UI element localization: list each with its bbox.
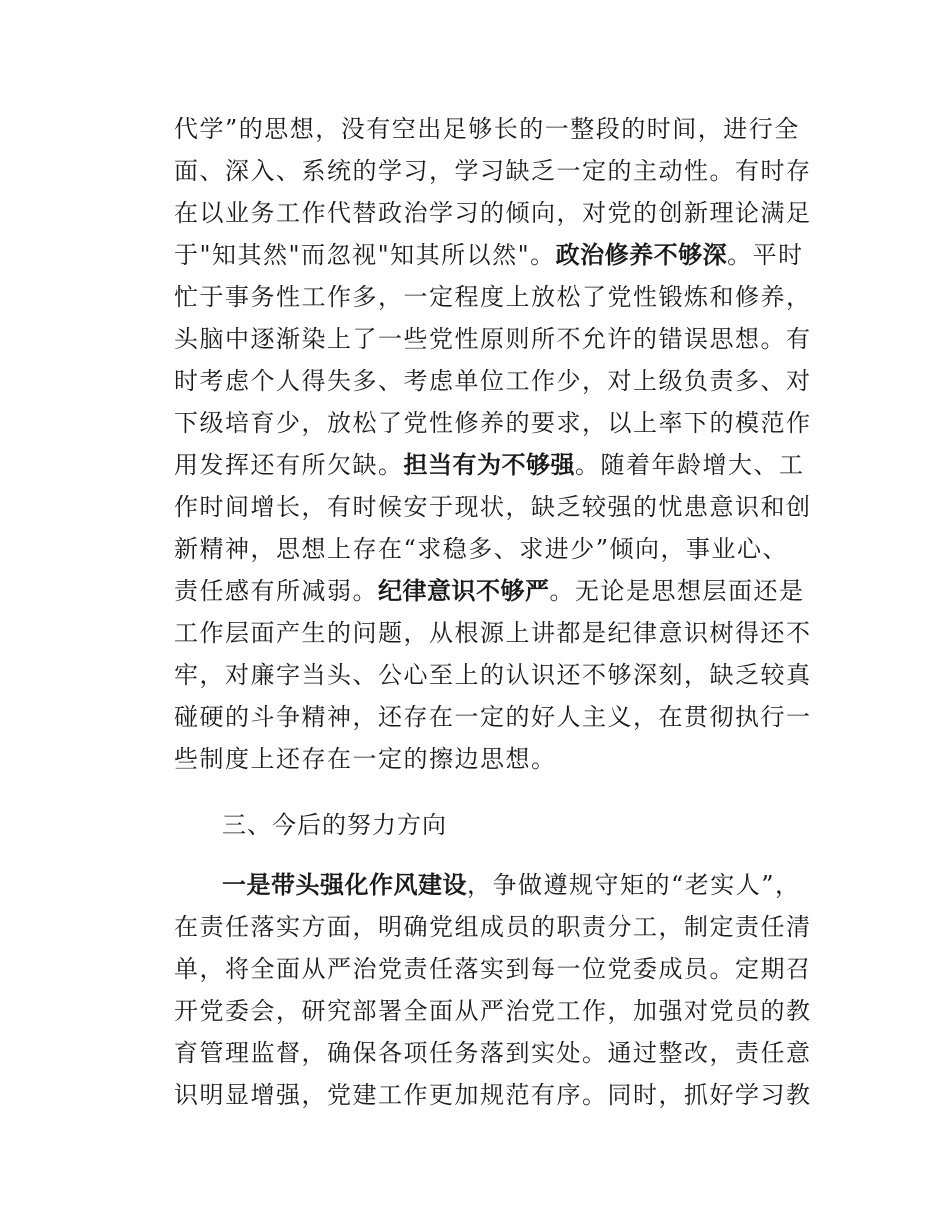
section-heading: 三、今后的努力方向 — [222, 811, 447, 839]
bold-subheading-responsibility: 担当有为不够强 — [403, 451, 575, 479]
paragraph-line: 工作层面产生的问题，从根源上讲都是纪律意识树得还不 — [174, 619, 812, 647]
paragraph-line: 面、深入、系统的学习，学习缺乏一定的主动性。有时存 — [174, 157, 812, 185]
text-run: 。随着年龄增大、工 — [575, 451, 805, 479]
paragraph-line: 忙于事务性工作多，一定程度上放松了党性锻炼和修养， — [174, 283, 812, 311]
paragraph-line: 碰硬的斗争精神，还存在一定的好人主义，在贯彻执行一 — [174, 703, 812, 731]
paragraph-line: 新精神，思想上存在“求稳多、求进少”倾向，事业心、 — [174, 535, 789, 563]
text-run: 用发挥还有所欠缺。 — [174, 451, 404, 479]
paragraph-line — [174, 570, 805, 612]
bold-subheading-discipline: 纪律意识不够严 — [378, 577, 550, 605]
paragraph-line: 单，将全面从严治党责任落实到每一位党委成员。定期召 — [174, 955, 812, 983]
paragraph-line: 代学”的思想，没有空出足够长的一整段的时间，进行全 — [174, 115, 800, 143]
text-run: 于"知其然"而忽视"知其所以然"。 — [174, 241, 556, 269]
bold-subheading-political-cultivation: 政治修养不够深 — [555, 241, 728, 269]
text-run: ，争做遵规守矩的“老实人”， — [467, 871, 801, 899]
paragraph-line: 育管理监督，确保各项任务落到实处。通过整改，责任意 — [174, 1039, 812, 1067]
paragraph-line: 开党委会，研究部署全面从严治党工作，加强对党员的教 — [174, 997, 812, 1025]
paragraph-line: 头脑中逐渐染上了一些党性原则所不允许的错误思想。有 — [174, 325, 812, 353]
bold-lead-phrase: 一是带头强化作风建设 — [222, 871, 467, 899]
text-run: 责任感有所减弱。 — [174, 577, 378, 605]
paragraph-line: 识明显增强，党建工作更加规范有序。同时，抓好学习教 — [174, 1081, 812, 1109]
paragraph-line: 在责任落实方面，明确党组成员的职责分工，制定责任清 — [174, 913, 812, 941]
paragraph-line: 时考虑个人得失多、考虑单位工作少，对上级负责多、对 — [174, 367, 812, 395]
paragraph-line — [174, 234, 804, 276]
paragraph-line: 些制度上还存在一定的擦边思想。 — [174, 745, 557, 773]
paragraph-line — [174, 444, 805, 486]
paragraph-line: 作时间增长，有时候安于现状，缺乏较强的忧患意识和创 — [174, 493, 812, 521]
text-run: 。平时 — [727, 241, 804, 269]
paragraph-line: 在以业务工作代替政治学习的倾向，对党的创新理论满足 — [174, 199, 812, 227]
paragraph-line: 下级培育少，放松了党性修养的要求，以上率下的模范作 — [174, 409, 812, 437]
paragraph-line — [222, 864, 801, 906]
paragraph-line: 牢，对廉字当头、公心至上的认识还不够深刻，缺乏较真 — [174, 661, 812, 689]
text-run: 。无论是思想层面还是 — [549, 577, 805, 605]
